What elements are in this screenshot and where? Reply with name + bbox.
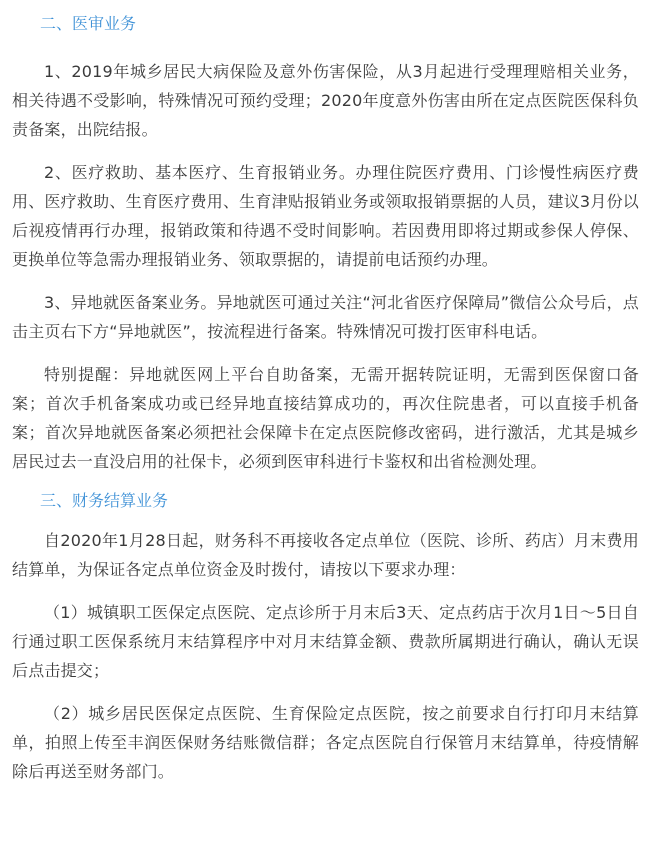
paragraph: 2、医疗救助、基本医疗、生育报销业务。办理住院医疗费用、门诊慢性病医疗费用、医疗救助、生育医疗费用、生育津贴报销业务或领取报销票据的人员，建议3月份以后视疫情再行办理，报销政策和待遇不受时间影响。若因费用即将过期或参保人停保、更换单位等急需办理报销业务、领取票据的，请提前电话预约办理。 bbox=[12, 163, 639, 269]
paragraph: 自2020年1月28日起，财务科不再接收各定点单位（医院、诊所、药店）月末费用结算单，为保证各定点单位资金及时拨付，请按以下要求办理： bbox=[12, 531, 639, 579]
paragraph-special-reminder: 特别提醒：异地就医网上平台自助备案，无需开据转院证明，无需到医保窗口备案；首次手机备案成功或已经异地直接结算成功的，再次住院患者，可以直接手机备案；首次异地就医备案必须把社会保障卡在定点医院修改密码，进行激活，尤其是城乡居民过去一直没启用的社保卡，必须到医审科进行卡鉴权和出省检测处理。 bbox=[12, 365, 639, 471]
section-heading-finance: 三、财务结算业务 bbox=[40, 491, 169, 510]
paragraph: 1、2019年城乡居民大病保险及意外伤害保险，从3月起进行受理理赔相关业务，相关待遇不受影响，特殊情况可预约受理；2020年度意外伤害由所在定点医院医保科负责备案，出院结报。 bbox=[12, 62, 639, 139]
paragraph: （1）城镇职工医保定点医院、定点诊所于月末后3天、定点药店于次月1日～5日自行通过职工医保系统月末结算程序中对月末结算金额、费款所属期进行确认，确认无误后点击提交； bbox=[12, 603, 639, 680]
paragraph: 3、异地就医备案业务。异地就医可通过关注“河北省医疗保障局”微信公众号后，点击主页右下方“异地就医”，按流程进行备案。特殊情况可拨打医审科电话。 bbox=[12, 293, 639, 341]
section-heading-medical-review: 二、医审业务 bbox=[40, 14, 137, 33]
paragraph: （2）城乡居民医保定点医院、生育保险定点医院，按之前要求自行打印月末结算单，拍照上传至丰润医保财务结账微信群；各定点医院自行保管月末结算单，待疫情解除后再送至财务部门。 bbox=[12, 704, 639, 781]
